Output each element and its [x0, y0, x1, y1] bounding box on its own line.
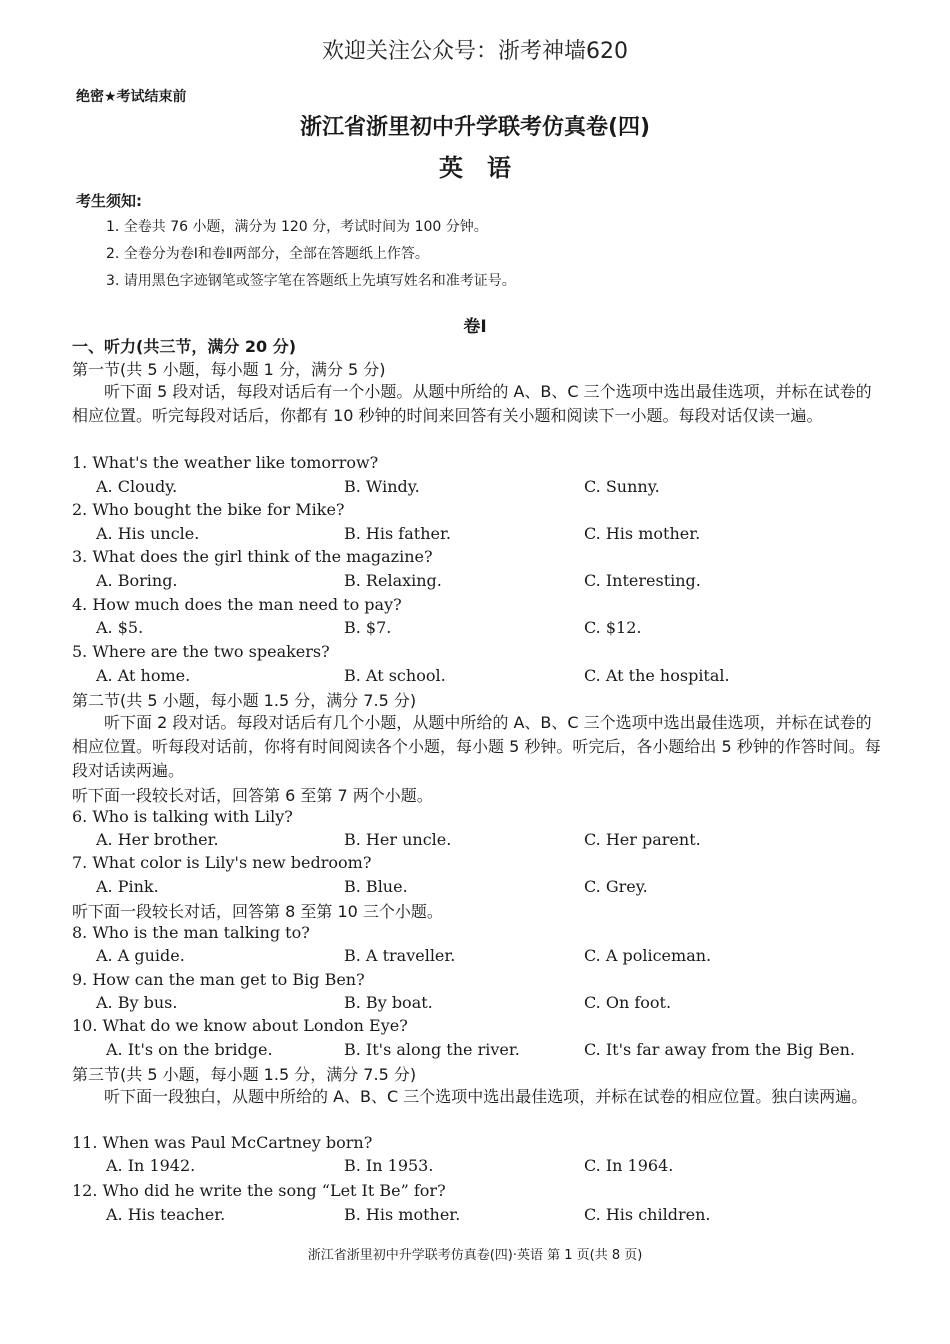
option-c: C. Her parent.: [584, 830, 701, 849]
question-text: 5. Where are the two speakers?: [72, 642, 330, 661]
subsection-instruction: 听下面一段较长对话，回答第 8 至第 10 三个小题。: [72, 902, 443, 921]
option-a: A. In 1942.: [106, 1156, 196, 1175]
option-a: A. A guide.: [96, 946, 185, 965]
option-a: A. His uncle.: [96, 524, 200, 543]
notice-heading: 考生须知:: [76, 192, 142, 210]
part-heading: 一、听力(共三节，满分 20 分): [72, 337, 297, 356]
notice-item: 1. 全卷共 76 小题，满分为 120 分，考试时间为 100 分钟。: [106, 219, 488, 235]
option-a: A. By bus.: [96, 993, 178, 1012]
exam-title: 浙江省浙里初中升学联考仿真卷(四): [299, 115, 651, 140]
section2-instructions: 听下面 2 段对话。每段对话后有几个小题，从题中所给的 A、B、C 三个选项中选出最佳选项，并标在试卷的相应位置。听每段对话前，你将有时间阅读各个小题，每小题 5 秒钟。听完后，各小题给出 5 秒钟的作答时间。每段对话读两遍。: [72, 713, 881, 780]
question-text: 8. Who is the man talking to?: [72, 923, 310, 942]
option-c: C. Grey.: [584, 877, 648, 896]
option-b: B. At school.: [344, 666, 446, 685]
option-c: C. At the hospital.: [584, 666, 730, 685]
option-b: B. Windy.: [344, 477, 420, 496]
option-c: C. A policeman.: [584, 946, 712, 965]
option-b: B. In 1953.: [344, 1156, 434, 1175]
subsection-instruction: 听下面一段较长对话，回答第 6 至第 7 两个小题。: [72, 786, 433, 805]
option-c: C. It's far away from the Big Ben.: [584, 1040, 855, 1059]
option-c: C. Sunny.: [584, 477, 660, 496]
option-b: B. By boat.: [344, 993, 433, 1012]
question-text: 3. What does the girl think of the magazine?: [72, 547, 433, 566]
section2-heading: 第二节(共 5 小题，每小题 1.5 分，满分 7.5 分): [72, 691, 417, 710]
option-b: B. It's along the river.: [344, 1040, 520, 1059]
option-c: C. $12.: [584, 618, 642, 637]
question-text: 1. What's the weather like tomorrow?: [72, 453, 379, 472]
confidential-label: 绝密★考试结束前: [76, 89, 187, 105]
option-b: B. Blue.: [344, 877, 408, 896]
notice-item: 3. 请用黑色字迹钢笔或签字笔在答题纸上先填写姓名和准考证号。: [106, 273, 516, 289]
option-a: A. $5.: [96, 618, 144, 637]
option-a: A. His teacher.: [106, 1205, 226, 1224]
question-text: 9. How can the man get to Big Ben?: [72, 970, 365, 989]
question-text: 6. Who is talking with Lily?: [72, 807, 293, 826]
question-text: 11. When was Paul McCartney born?: [72, 1133, 373, 1152]
option-a: A. It's on the bridge.: [106, 1040, 273, 1059]
question-text: 2. Who bought the bike for Mike?: [72, 500, 345, 519]
section3-instructions: 听下面一段独白，从题中所给的 A、B、C 三个选项中选出最佳选项，并标在试卷的相应位置。独白读两遍。: [104, 1087, 868, 1106]
watermark-text: 欢迎关注公众号：浙考神墙620: [322, 39, 628, 64]
page-footer: 浙江省浙里初中升学联考仿真卷(四)·英语 第 1 页(共 8 页): [307, 1248, 643, 1263]
option-c: C. Interesting.: [584, 571, 701, 590]
question-text: 12. Who did he write the song “Let It Be” for?: [72, 1181, 446, 1200]
question-text: 7. What color is Lily's new bedroom?: [72, 853, 372, 872]
question-text: 10. What do we know about London Eye?: [72, 1016, 408, 1035]
section1-heading: 第一节(共 5 小题，每小题 1 分，满分 5 分): [72, 360, 386, 379]
option-b: B. His mother.: [344, 1205, 461, 1224]
option-b: B. His father.: [344, 524, 451, 543]
option-a: A. At home.: [96, 666, 191, 685]
option-a: A. Pink.: [96, 877, 159, 896]
notice-item: 2. 全卷分为卷Ⅰ和卷Ⅱ两部分，全部在答题纸上作答。: [106, 246, 429, 262]
subject-title: 英语: [439, 154, 535, 182]
volume-heading: 卷Ⅰ: [463, 317, 487, 337]
question-text: 4. How much does the man need to pay?: [72, 595, 402, 614]
option-c: C. On foot.: [584, 993, 672, 1012]
option-b: B. Her uncle.: [344, 830, 452, 849]
option-c: C. His children.: [584, 1205, 711, 1224]
section1-instructions: 听下面 5 段对话，每段对话后有一个小题。从题中所给的 A、B、C 三个选项中选出最佳选项，并标在试卷的相应位置。听完每段对话后，你都有 10 秒钟的时间来回答有关小题和阅读下一小题。每段对话仅读一遍。: [72, 382, 872, 425]
option-a: A. Cloudy.: [96, 477, 178, 496]
option-c: C. His mother.: [584, 524, 701, 543]
option-a: A. Her brother.: [96, 830, 219, 849]
option-b: B. Relaxing.: [344, 571, 442, 590]
option-c: C. In 1964.: [584, 1156, 674, 1175]
option-b: B. A traveller.: [344, 946, 456, 965]
option-a: A. Boring.: [96, 571, 178, 590]
option-b: B. $7.: [344, 618, 392, 637]
section3-heading: 第三节(共 5 小题，每小题 1.5 分，满分 7.5 分): [72, 1065, 417, 1084]
